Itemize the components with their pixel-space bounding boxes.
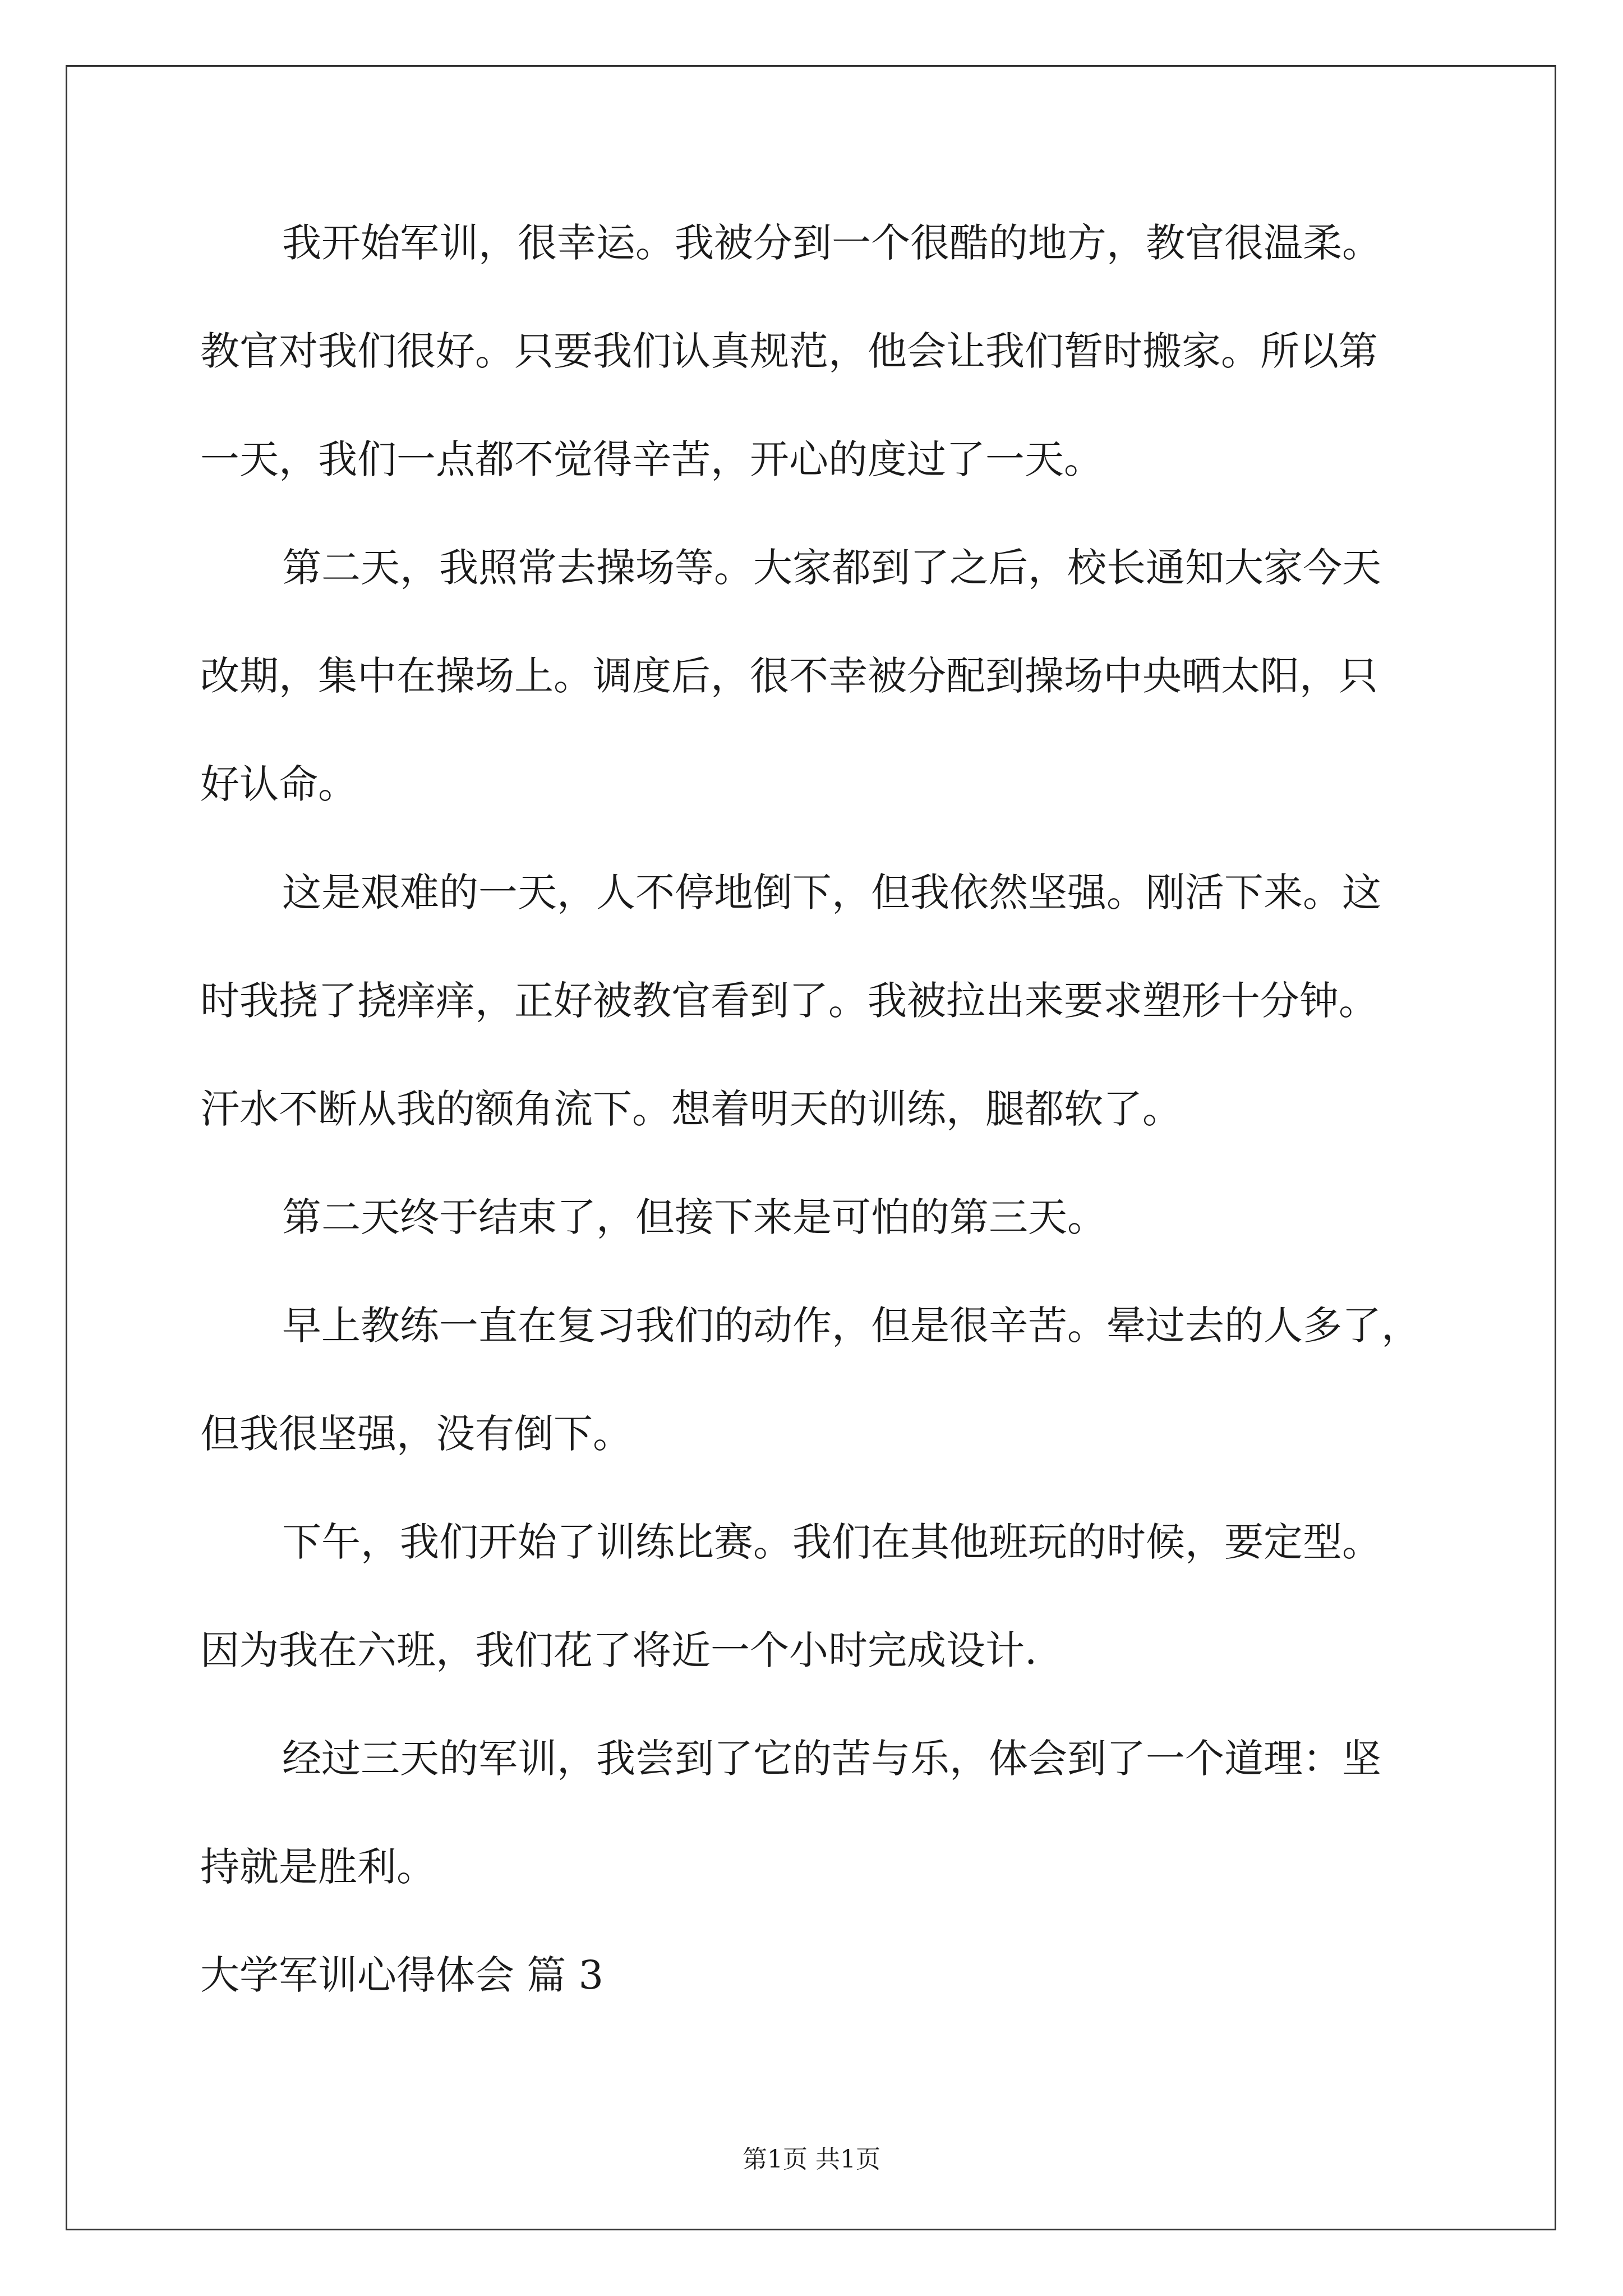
text-line: 下午，我们开始了训练比赛。我们在其他班玩的时候，要定型。 bbox=[282, 1519, 1381, 1565]
text-line: 好认命。 bbox=[200, 761, 357, 807]
text-line: 一天，我们一点都不觉得辛苦，开心的度过了一天。 bbox=[200, 436, 1103, 482]
section-heading: 大学军训心得体会 篇 3 bbox=[200, 1952, 604, 1998]
text-line: 这是艰难的一天，人不停地倒下，但我依然坚强。刚活下来。这 bbox=[282, 869, 1381, 915]
text-line: 汗水不断从我的额角流下。想着明天的训练，腿都软了。 bbox=[200, 1086, 1182, 1132]
page-border bbox=[66, 65, 1556, 2230]
text-line: 持就是胜利。 bbox=[200, 1844, 436, 1890]
text-line: 但我很坚强，没有倒下。 bbox=[200, 1411, 632, 1457]
page-number: 第1页 共1页 bbox=[743, 2145, 880, 2174]
text-line: 时我挠了挠痒痒，正好被教官看到了。我被拉出来要求塑形十分钟。 bbox=[200, 978, 1378, 1024]
text-line: 经过三天的军训，我尝到了它的苦与乐，体会到了一个道理：坚 bbox=[282, 1736, 1381, 1782]
text-line: 我开始军训，很幸运。我被分到一个很酷的地方，教官很温柔。 bbox=[282, 220, 1381, 266]
text-line: 第二天终于结束了，但接下来是可怕的第三天。 bbox=[282, 1194, 1106, 1240]
text-line: 早上教练一直在复习我们的动作，但是很辛苦。晕过去的人多了， bbox=[282, 1303, 1421, 1349]
text-line: 教官对我们很好。只要我们认真规范，他会让我们暂时搬家。所以第 bbox=[200, 328, 1378, 374]
text-line: 因为我在六班，我们花了将近一个小时完成设计. bbox=[200, 1627, 1038, 1673]
text-line: 改期，集中在操场上。调度后，很不幸被分配到操场中央晒太阳，只 bbox=[200, 653, 1378, 699]
text-line: 第二天，我照常去操场等。大家都到了之后，校长通知大家今天 bbox=[282, 545, 1381, 591]
